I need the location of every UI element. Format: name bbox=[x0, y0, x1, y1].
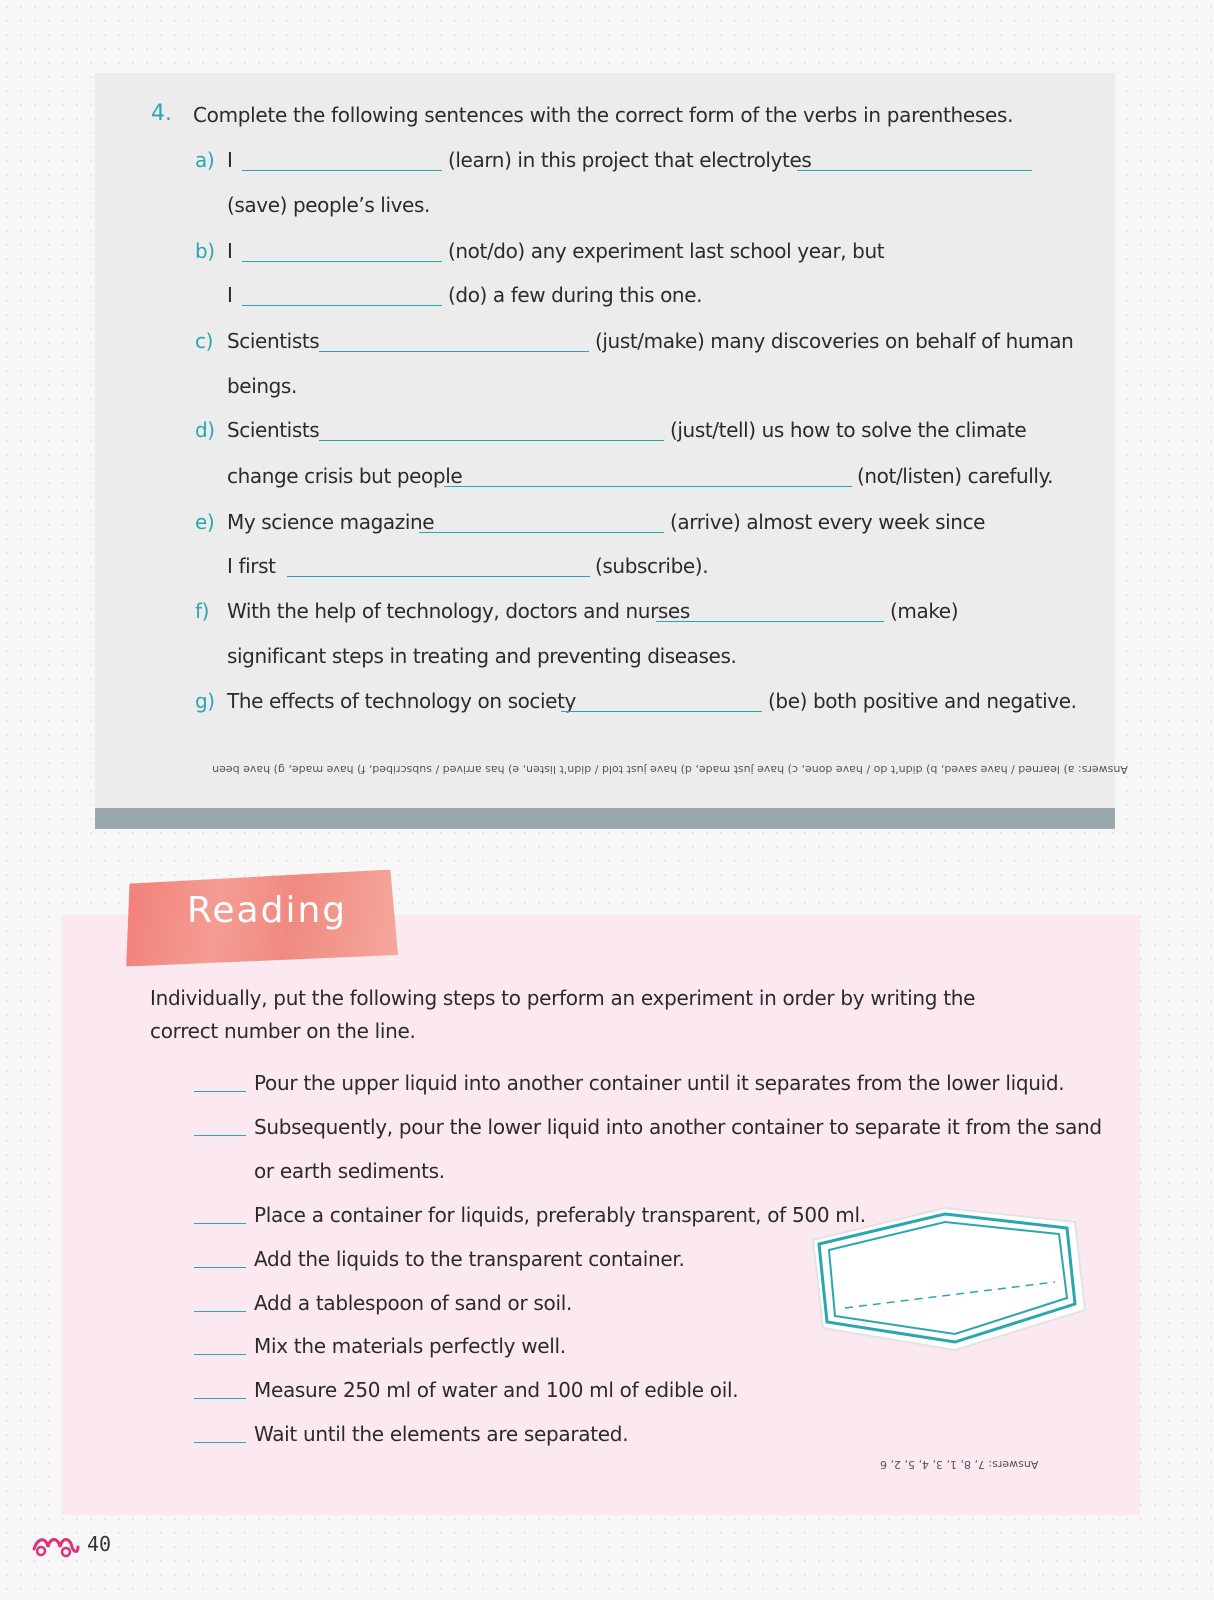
text-segment: (be) both positive and negative. bbox=[768, 689, 1077, 713]
number-blank[interactable] bbox=[194, 1135, 246, 1136]
item-d-line2 bbox=[95, 464, 1115, 494]
text-segment: (learn) in this project that electrolytes bbox=[448, 148, 812, 172]
item-g-line1 bbox=[95, 689, 1115, 719]
reading-instruction: Individually, put the following steps to perform an experiment in order by writing the correct number on the line. bbox=[150, 986, 976, 1043]
step-item bbox=[194, 1378, 738, 1402]
step-item bbox=[194, 1291, 572, 1315]
answer-blank[interactable] bbox=[561, 711, 762, 712]
item-b-line2 bbox=[95, 283, 1115, 313]
step-text: Place a container for liquids, preferably transparent, of 500 ml. bbox=[254, 1203, 866, 1227]
item-letter: e) bbox=[195, 510, 215, 534]
text-segment: (subscribe). bbox=[595, 554, 709, 578]
text-segment: (arrive) almost every week since bbox=[670, 510, 986, 534]
item-e-line2 bbox=[95, 554, 1115, 584]
text-segment: (not/listen) carefully. bbox=[857, 464, 1054, 488]
step-text: Add a tablespoon of sand or soil. bbox=[254, 1291, 573, 1315]
answer-blank[interactable] bbox=[242, 261, 442, 262]
item-a-line1 bbox=[95, 148, 1115, 178]
answer-blank[interactable] bbox=[656, 621, 884, 622]
step-text: Add the liquids to the transparent container. bbox=[254, 1247, 685, 1271]
text-segment: The effects of technology on society bbox=[227, 689, 576, 713]
answer-blank[interactable] bbox=[242, 170, 442, 171]
question-number: 4. bbox=[151, 101, 172, 126]
step-continuation: or earth sediments. bbox=[254, 1159, 445, 1183]
exercise-panel bbox=[95, 73, 1128, 829]
answer-blank[interactable] bbox=[419, 532, 664, 533]
answer-key: Answers: 7, 8, 1, 3, 4, 5, 2, 6 bbox=[880, 1458, 1039, 1471]
item-letter: b) bbox=[195, 239, 215, 263]
item-c-line1 bbox=[95, 329, 1115, 359]
step-text: Measure 250 ml of water and 100 ml of edible oil. bbox=[254, 1378, 739, 1402]
section-title: Reading bbox=[187, 890, 348, 931]
number-blank[interactable] bbox=[194, 1311, 246, 1312]
item-letter: c) bbox=[195, 329, 213, 353]
text-segment: (just/tell) us how to solve the climate bbox=[670, 418, 1027, 442]
text-segment: (save) people’s lives. bbox=[227, 193, 430, 217]
text-segment: I bbox=[227, 283, 233, 307]
text-segment: significant steps in treating and preventing diseases. bbox=[227, 644, 737, 668]
step-item bbox=[194, 1115, 1102, 1139]
text-segment: I first bbox=[227, 554, 276, 578]
text-segment: With the help of technology, doctors and nurses bbox=[227, 599, 690, 623]
step-text: Subsequently, pour the lower liquid into another container to separate it from the sand bbox=[254, 1115, 1102, 1139]
text-segment: My science magazine bbox=[227, 510, 435, 534]
step-item bbox=[194, 1071, 1064, 1095]
text-segment: (do) a few during this one. bbox=[448, 283, 703, 307]
number-blank[interactable] bbox=[194, 1442, 246, 1443]
answer-blank[interactable] bbox=[797, 170, 1032, 171]
number-blank[interactable] bbox=[194, 1223, 246, 1224]
text-segment: (not/do) any experiment last school year, but bbox=[448, 239, 885, 263]
item-letter: a) bbox=[195, 148, 215, 172]
answer-blank[interactable] bbox=[319, 351, 589, 352]
text-segment: (make) bbox=[890, 599, 959, 623]
item-f-line1 bbox=[95, 599, 1115, 629]
text-segment: Scientists bbox=[227, 418, 320, 442]
step-item bbox=[194, 1334, 566, 1358]
answer-blank[interactable] bbox=[319, 440, 664, 441]
text-segment: Scientists bbox=[227, 329, 320, 353]
item-letter: d) bbox=[195, 418, 215, 442]
number-blank[interactable] bbox=[194, 1354, 246, 1355]
item-letter: g) bbox=[195, 689, 215, 713]
step-item bbox=[194, 1422, 628, 1446]
panel-bottom-bar bbox=[95, 808, 1115, 829]
step-text: Pour the upper liquid into another container until it separates from the lower liquid. bbox=[254, 1071, 1065, 1095]
text-segment: change crisis but people bbox=[227, 464, 463, 488]
step-item bbox=[194, 1247, 685, 1271]
step-text: Wait until the elements are separated. bbox=[254, 1422, 629, 1446]
item-d-line1 bbox=[95, 418, 1115, 448]
answer-key: Answers: a) learned / have saved, b) didn’t do / have done, c) have just made, d) have just told / didn’t listen, e) has arrived / subscribed, f) have made, g) have been bbox=[212, 763, 1128, 776]
text-segment: I bbox=[227, 148, 233, 172]
answer-blank[interactable] bbox=[242, 305, 442, 306]
question-instruction: Complete the following sentences with the correct form of the verbs in parentheses. bbox=[193, 103, 1014, 127]
item-e-line1 bbox=[95, 510, 1115, 540]
answer-blank[interactable] bbox=[444, 486, 852, 487]
text-segment: I bbox=[227, 239, 233, 263]
step-text: Mix the materials perfectly well. bbox=[254, 1334, 566, 1358]
item-letter: f) bbox=[195, 599, 210, 623]
item-b-line1 bbox=[95, 239, 1115, 269]
sticker-frame-icon bbox=[805, 1200, 1095, 1365]
number-blank[interactable] bbox=[194, 1091, 246, 1092]
step-item bbox=[194, 1203, 866, 1227]
text-segment: (just/make) many discoveries on behalf of human bbox=[595, 329, 1074, 353]
number-blank[interactable] bbox=[194, 1267, 246, 1268]
answer-blank[interactable] bbox=[287, 576, 590, 577]
number-blank[interactable] bbox=[194, 1398, 246, 1399]
publisher-logo-icon bbox=[32, 1533, 80, 1559]
page-number: 40 bbox=[87, 1532, 112, 1556]
text-segment: beings. bbox=[227, 374, 297, 398]
